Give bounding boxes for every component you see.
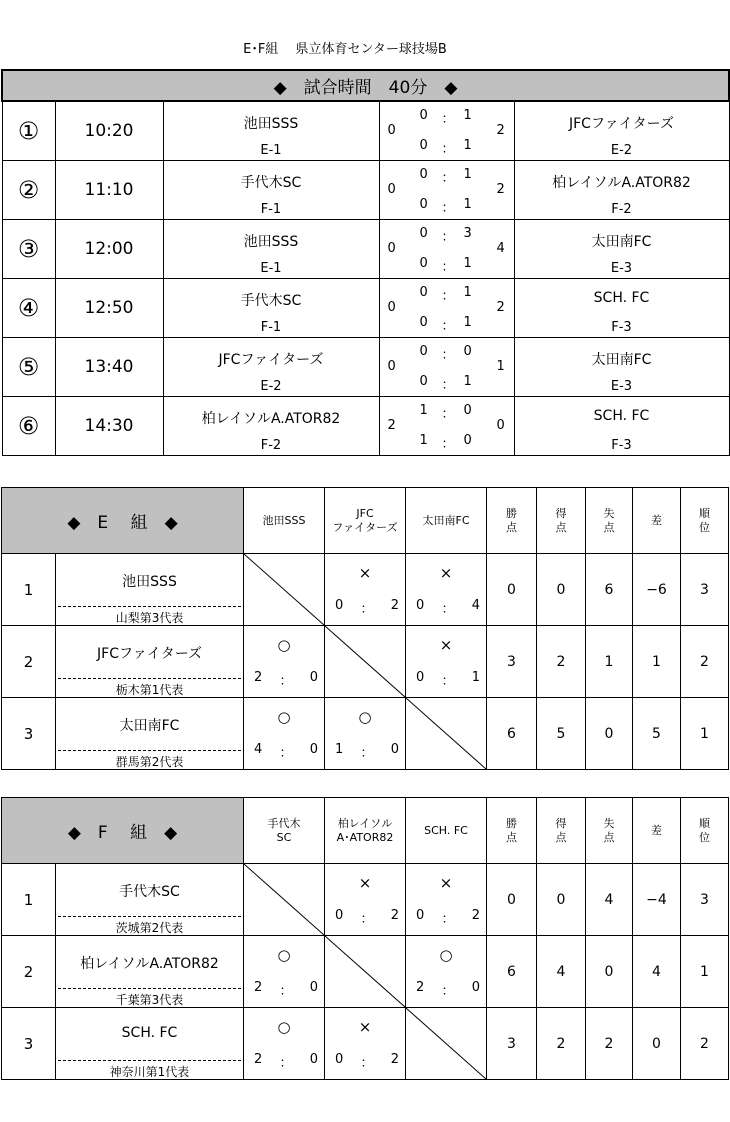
team-name: SCH. FC bbox=[121, 1025, 178, 1041]
score-for: 2 bbox=[416, 980, 425, 995]
match-number: ① bbox=[2, 101, 55, 161]
score-colon: ： bbox=[279, 984, 293, 999]
home-team-name: JFCファイターズ bbox=[218, 352, 324, 368]
standings-row bbox=[2, 936, 729, 1008]
score-colon: ： bbox=[441, 912, 455, 927]
team-cell bbox=[56, 554, 244, 626]
match-result-cell bbox=[244, 936, 325, 1008]
score-for: 0 bbox=[335, 598, 344, 613]
result-mark: ○ bbox=[277, 1018, 291, 1036]
goals-against-value: 4 bbox=[586, 864, 633, 936]
away-first-half: 1 bbox=[463, 285, 472, 300]
away-total-score: 2 bbox=[496, 300, 505, 315]
match-number: ⑤ bbox=[2, 338, 55, 397]
match-row bbox=[2, 279, 729, 338]
goal-diff-value: −6 bbox=[633, 554, 681, 626]
home-team-name: 手代木SC bbox=[240, 175, 302, 191]
away-team-code: F-2 bbox=[611, 202, 632, 217]
result-score bbox=[254, 742, 318, 761]
away-team-name: 柏レイソルA.ATOR82 bbox=[552, 175, 691, 191]
home-team-name: 手代木SC bbox=[240, 293, 302, 309]
team-cell bbox=[56, 936, 244, 1008]
dashed-divider bbox=[58, 916, 241, 917]
score-against: 1 bbox=[471, 670, 480, 685]
away-total-score: 2 bbox=[496, 123, 505, 138]
away-first-half: 3 bbox=[463, 226, 472, 241]
home-team-name: 柏レイソルA.ATOR82 bbox=[201, 411, 341, 427]
page-title: E･F組 県立体育センター球技場B bbox=[243, 42, 447, 57]
score-separator: ： bbox=[441, 407, 455, 422]
goals-against-value: 0 bbox=[586, 936, 633, 1008]
match-row bbox=[2, 101, 729, 161]
goal-diff-header: 差 bbox=[633, 488, 681, 554]
home-total-score: 2 bbox=[387, 418, 396, 433]
home-team-cell bbox=[163, 397, 379, 456]
score-separator: ： bbox=[441, 437, 455, 452]
match-score bbox=[379, 161, 514, 220]
group-f-standings bbox=[1, 797, 729, 1080]
goal-diff-value: 4 bbox=[633, 936, 681, 1008]
team-representative: 山梨第3代表 bbox=[115, 611, 184, 625]
away-team-name: SCH. FC bbox=[593, 290, 650, 306]
away-second-half: 0 bbox=[463, 433, 472, 448]
home-team-cell bbox=[163, 338, 379, 397]
goals-for-header: 得 点 bbox=[537, 488, 586, 554]
home-second-half: 0 bbox=[419, 197, 428, 212]
goals-for-value: 2 bbox=[537, 1008, 586, 1080]
away-team-name: JFCファイターズ bbox=[569, 116, 674, 132]
home-second-half: 0 bbox=[419, 138, 428, 153]
goal-diff-header: 差 bbox=[633, 798, 681, 864]
match-number: ④ bbox=[2, 279, 55, 338]
home-team-cell bbox=[163, 220, 379, 279]
dashed-divider bbox=[58, 750, 241, 751]
result-score bbox=[416, 598, 480, 617]
self-match-diagonal bbox=[325, 626, 406, 698]
match-row bbox=[2, 338, 729, 397]
goals-for-value: 5 bbox=[537, 698, 586, 770]
away-team-code: F-3 bbox=[611, 320, 632, 335]
away-team-name: 太田南FC bbox=[591, 234, 652, 250]
score-separator: ： bbox=[441, 112, 455, 127]
score-for: 2 bbox=[254, 1052, 263, 1067]
team-name: JFCファイターズ bbox=[97, 646, 202, 662]
standings-row bbox=[2, 1008, 729, 1080]
result-score bbox=[254, 1052, 318, 1071]
row-number: 2 bbox=[2, 936, 56, 1008]
score-against: 0 bbox=[309, 980, 318, 995]
home-first-half: 0 bbox=[419, 344, 428, 359]
standings-header-row bbox=[2, 488, 729, 554]
away-second-half: 1 bbox=[463, 374, 472, 389]
standings-row bbox=[2, 698, 729, 770]
score-colon: ： bbox=[279, 674, 293, 689]
group-e-standings bbox=[1, 487, 729, 770]
home-team-name: 池田SSS bbox=[243, 116, 299, 132]
match-score bbox=[379, 397, 514, 456]
match-result-cell bbox=[325, 864, 406, 936]
score-against: 2 bbox=[471, 908, 480, 923]
standings-row bbox=[2, 864, 729, 936]
score-against: 4 bbox=[471, 598, 480, 613]
match-number: ⑥ bbox=[2, 397, 55, 456]
away-team-code: E-3 bbox=[610, 261, 633, 276]
away-team-cell bbox=[514, 397, 729, 456]
home-team-name: 池田SSS bbox=[243, 234, 299, 250]
home-first-half: 1 bbox=[419, 403, 428, 418]
team-name: 柏レイソルA.ATOR82 bbox=[80, 956, 219, 972]
team-name: 手代木SC bbox=[119, 884, 180, 900]
result-score bbox=[335, 908, 399, 927]
diagonal-line bbox=[244, 864, 324, 935]
rank-value: 1 bbox=[681, 936, 729, 1008]
score-separator: ： bbox=[441, 378, 455, 393]
score-for: 0 bbox=[416, 598, 425, 613]
away-total-score: 0 bbox=[496, 418, 505, 433]
score-for: 2 bbox=[254, 980, 263, 995]
opponent-column-header: 太田南FC bbox=[406, 488, 487, 554]
team-representative: 茨城第2代表 bbox=[115, 921, 184, 935]
result-mark: ○ bbox=[358, 708, 372, 726]
kickoff-time: 11:10 bbox=[55, 161, 163, 220]
result-score bbox=[254, 980, 318, 999]
score-against: 0 bbox=[309, 670, 318, 685]
goal-diff-value: 1 bbox=[633, 626, 681, 698]
match-result-cell bbox=[325, 1008, 406, 1080]
result-score bbox=[335, 598, 399, 617]
away-team-code: E-2 bbox=[610, 143, 633, 158]
score-against: 2 bbox=[390, 908, 399, 923]
kickoff-time: 14:30 bbox=[55, 397, 163, 456]
score-separator: ： bbox=[441, 142, 455, 157]
result-mark: ○ bbox=[439, 946, 453, 964]
score-for: 0 bbox=[416, 908, 425, 923]
home-team-code: E-1 bbox=[260, 261, 282, 276]
points-header: 勝 点 bbox=[487, 488, 537, 554]
goals-for-value: 4 bbox=[537, 936, 586, 1008]
away-second-half: 1 bbox=[463, 256, 472, 271]
score-against: 0 bbox=[390, 742, 399, 757]
score-colon: ： bbox=[441, 674, 455, 689]
goals-against-header: 失 点 bbox=[586, 488, 633, 554]
away-team-code: E-3 bbox=[610, 379, 633, 394]
standings-header-row bbox=[2, 798, 729, 864]
kickoff-time: 10:20 bbox=[55, 101, 163, 161]
match-result-cell bbox=[244, 626, 325, 698]
goals-against-header: 失 点 bbox=[586, 798, 633, 864]
rank-value: 3 bbox=[681, 864, 729, 936]
match-score bbox=[379, 279, 514, 338]
rank-value: 3 bbox=[681, 554, 729, 626]
kickoff-time: 13:40 bbox=[55, 338, 163, 397]
goals-for-value: 2 bbox=[537, 626, 586, 698]
away-first-half: 0 bbox=[463, 344, 472, 359]
home-team-code: E-2 bbox=[260, 379, 282, 394]
home-total-score: 0 bbox=[387, 182, 396, 197]
schedule-table bbox=[1, 69, 730, 456]
home-total-score: 0 bbox=[387, 241, 396, 256]
away-first-half: 1 bbox=[463, 108, 472, 123]
match-result-cell bbox=[406, 626, 487, 698]
team-cell bbox=[56, 1008, 244, 1080]
home-team-code: E-1 bbox=[260, 143, 282, 158]
goals-against-value: 2 bbox=[586, 1008, 633, 1080]
home-team-code: F-1 bbox=[260, 320, 282, 335]
match-result-cell bbox=[406, 554, 487, 626]
diagonal-line bbox=[406, 698, 486, 769]
row-number: 3 bbox=[2, 698, 56, 770]
match-number: ② bbox=[2, 161, 55, 220]
self-match-diagonal bbox=[244, 864, 325, 936]
standings-row bbox=[2, 626, 729, 698]
goal-diff-value: 0 bbox=[633, 1008, 681, 1080]
score-for: 0 bbox=[335, 1052, 344, 1067]
score-separator: ： bbox=[441, 230, 455, 245]
dashed-divider bbox=[58, 988, 241, 989]
away-team-cell bbox=[514, 161, 729, 220]
match-result-cell bbox=[406, 936, 487, 1008]
away-total-score: 4 bbox=[496, 241, 505, 256]
goals-for-value: 0 bbox=[537, 864, 586, 936]
away-second-half: 1 bbox=[463, 197, 472, 212]
score-for: 0 bbox=[416, 670, 425, 685]
result-mark: ○ bbox=[277, 708, 291, 726]
match-result-cell bbox=[244, 1008, 325, 1080]
result-score bbox=[254, 670, 318, 689]
self-match-diagonal bbox=[244, 554, 325, 626]
home-second-half: 0 bbox=[419, 374, 428, 389]
home-total-score: 0 bbox=[387, 123, 396, 138]
result-mark: × bbox=[358, 1018, 372, 1036]
kickoff-time: 12:00 bbox=[55, 220, 163, 279]
away-first-half: 1 bbox=[463, 167, 472, 182]
match-score bbox=[379, 101, 514, 161]
points-header: 勝 点 bbox=[487, 798, 537, 864]
goals-for-header: 得 点 bbox=[537, 798, 586, 864]
home-total-score: 0 bbox=[387, 359, 396, 374]
result-mark: × bbox=[439, 636, 453, 654]
team-name: 池田SSS bbox=[122, 574, 177, 590]
home-second-half: 0 bbox=[419, 315, 428, 330]
row-number: 1 bbox=[2, 864, 56, 936]
away-team-cell bbox=[514, 338, 729, 397]
match-result-cell bbox=[406, 864, 487, 936]
points-value: 6 bbox=[487, 936, 537, 1008]
group-name: ◆ E 組 ◆ bbox=[2, 488, 244, 554]
result-score bbox=[416, 908, 480, 927]
group-name: ◆ F 組 ◆ bbox=[2, 798, 244, 864]
home-team-cell bbox=[163, 279, 379, 338]
diagonal-line bbox=[244, 554, 324, 625]
home-first-half: 0 bbox=[419, 167, 428, 182]
away-total-score: 1 bbox=[496, 359, 505, 374]
diagonal-line bbox=[325, 936, 405, 1007]
match-number: ③ bbox=[2, 220, 55, 279]
score-separator: ： bbox=[441, 260, 455, 275]
away-team-cell bbox=[514, 220, 729, 279]
result-score bbox=[416, 670, 480, 689]
points-value: 3 bbox=[487, 626, 537, 698]
opponent-column-header: JFC ファイターズ bbox=[325, 488, 406, 554]
dashed-divider bbox=[58, 606, 241, 607]
team-cell bbox=[56, 864, 244, 936]
score-against: 0 bbox=[471, 980, 480, 995]
opponent-column-header: 柏レイソル A･ATOR82 bbox=[325, 798, 406, 864]
match-duration-heading: ◆ 試合時間 40分 ◆ bbox=[2, 70, 729, 101]
kickoff-time: 12:50 bbox=[55, 279, 163, 338]
goals-against-value: 6 bbox=[586, 554, 633, 626]
home-total-score: 0 bbox=[387, 300, 396, 315]
match-result-cell bbox=[325, 554, 406, 626]
score-separator: ： bbox=[441, 201, 455, 216]
score-colon: ： bbox=[279, 1056, 293, 1071]
score-separator: ： bbox=[441, 171, 455, 186]
match-score bbox=[379, 338, 514, 397]
match-result-cell bbox=[325, 698, 406, 770]
team-representative: 栃木第1代表 bbox=[115, 683, 184, 697]
result-mark: ○ bbox=[277, 636, 291, 654]
score-for: 1 bbox=[335, 742, 344, 757]
home-first-half: 0 bbox=[419, 285, 428, 300]
rank-value: 1 bbox=[681, 698, 729, 770]
home-team-cell bbox=[163, 161, 379, 220]
match-row bbox=[2, 220, 729, 279]
points-value: 6 bbox=[487, 698, 537, 770]
standings-row bbox=[2, 554, 729, 626]
rank-header: 順 位 bbox=[681, 798, 729, 864]
team-cell bbox=[56, 626, 244, 698]
match-row bbox=[2, 397, 729, 456]
score-for: 2 bbox=[254, 670, 263, 685]
row-number: 2 bbox=[2, 626, 56, 698]
score-against: 2 bbox=[390, 598, 399, 613]
result-mark: × bbox=[439, 564, 453, 582]
dashed-divider bbox=[58, 1060, 241, 1061]
points-value: 0 bbox=[487, 554, 537, 626]
self-match-diagonal bbox=[406, 698, 487, 770]
opponent-column-header: 手代木 SC bbox=[244, 798, 325, 864]
team-name: 太田南FC bbox=[119, 718, 180, 734]
match-result-cell bbox=[244, 698, 325, 770]
score-separator: ： bbox=[441, 289, 455, 304]
score-colon: ： bbox=[360, 912, 374, 927]
away-team-cell bbox=[514, 279, 729, 338]
goals-against-value: 0 bbox=[586, 698, 633, 770]
points-value: 3 bbox=[487, 1008, 537, 1080]
self-match-diagonal bbox=[325, 936, 406, 1008]
away-second-half: 1 bbox=[463, 315, 472, 330]
points-value: 0 bbox=[487, 864, 537, 936]
opponent-column-header: 池田SSS bbox=[244, 488, 325, 554]
home-first-half: 0 bbox=[419, 108, 428, 123]
home-team-cell bbox=[163, 101, 379, 161]
score-colon: ： bbox=[360, 1056, 374, 1071]
rank-value: 2 bbox=[681, 1008, 729, 1080]
away-team-name: SCH. FC bbox=[593, 408, 650, 424]
result-score bbox=[335, 742, 399, 761]
row-number: 3 bbox=[2, 1008, 56, 1080]
team-cell bbox=[56, 698, 244, 770]
score-for: 4 bbox=[254, 742, 263, 757]
goals-for-value: 0 bbox=[537, 554, 586, 626]
score-against: 0 bbox=[309, 742, 318, 757]
goals-against-value: 1 bbox=[586, 626, 633, 698]
result-mark: × bbox=[358, 564, 372, 582]
home-team-code: F-1 bbox=[260, 202, 282, 217]
away-second-half: 1 bbox=[463, 138, 472, 153]
result-mark: × bbox=[358, 874, 372, 892]
team-representative: 群馬第2代表 bbox=[115, 755, 184, 769]
goal-diff-value: 5 bbox=[633, 698, 681, 770]
match-row bbox=[2, 161, 729, 220]
score-against: 2 bbox=[390, 1052, 399, 1067]
goal-diff-value: −4 bbox=[633, 864, 681, 936]
rank-value: 2 bbox=[681, 626, 729, 698]
score-against: 0 bbox=[309, 1052, 318, 1067]
home-first-half: 0 bbox=[419, 226, 428, 241]
dashed-divider bbox=[58, 678, 241, 679]
score-for: 0 bbox=[335, 908, 344, 923]
away-total-score: 2 bbox=[496, 182, 505, 197]
score-separator: ： bbox=[441, 319, 455, 334]
diagonal-line bbox=[325, 626, 405, 697]
home-second-half: 1 bbox=[419, 433, 428, 448]
score-colon: ： bbox=[441, 984, 455, 999]
score-colon: ： bbox=[279, 746, 293, 761]
away-team-code: F-3 bbox=[611, 438, 632, 453]
away-first-half: 0 bbox=[463, 403, 472, 418]
result-score bbox=[416, 980, 480, 999]
rank-header: 順 位 bbox=[681, 488, 729, 554]
score-colon: ： bbox=[360, 602, 374, 617]
home-second-half: 0 bbox=[419, 256, 428, 271]
team-representative: 神奈川第1代表 bbox=[109, 1065, 190, 1079]
result-mark: × bbox=[439, 874, 453, 892]
diagonal-line bbox=[406, 1008, 486, 1079]
away-team-cell bbox=[514, 101, 729, 161]
row-number: 1 bbox=[2, 554, 56, 626]
self-match-diagonal bbox=[406, 1008, 487, 1080]
home-team-code: F-2 bbox=[260, 438, 282, 453]
score-colon: ： bbox=[360, 746, 374, 761]
away-team-name: 太田南FC bbox=[591, 352, 652, 368]
team-representative: 千葉第3代表 bbox=[115, 993, 184, 1007]
result-score bbox=[335, 1052, 399, 1071]
score-colon: ： bbox=[441, 602, 455, 617]
result-mark: ○ bbox=[277, 946, 291, 964]
match-score bbox=[379, 220, 514, 279]
score-separator: ： bbox=[441, 348, 455, 363]
opponent-column-header: SCH. FC bbox=[406, 798, 487, 864]
